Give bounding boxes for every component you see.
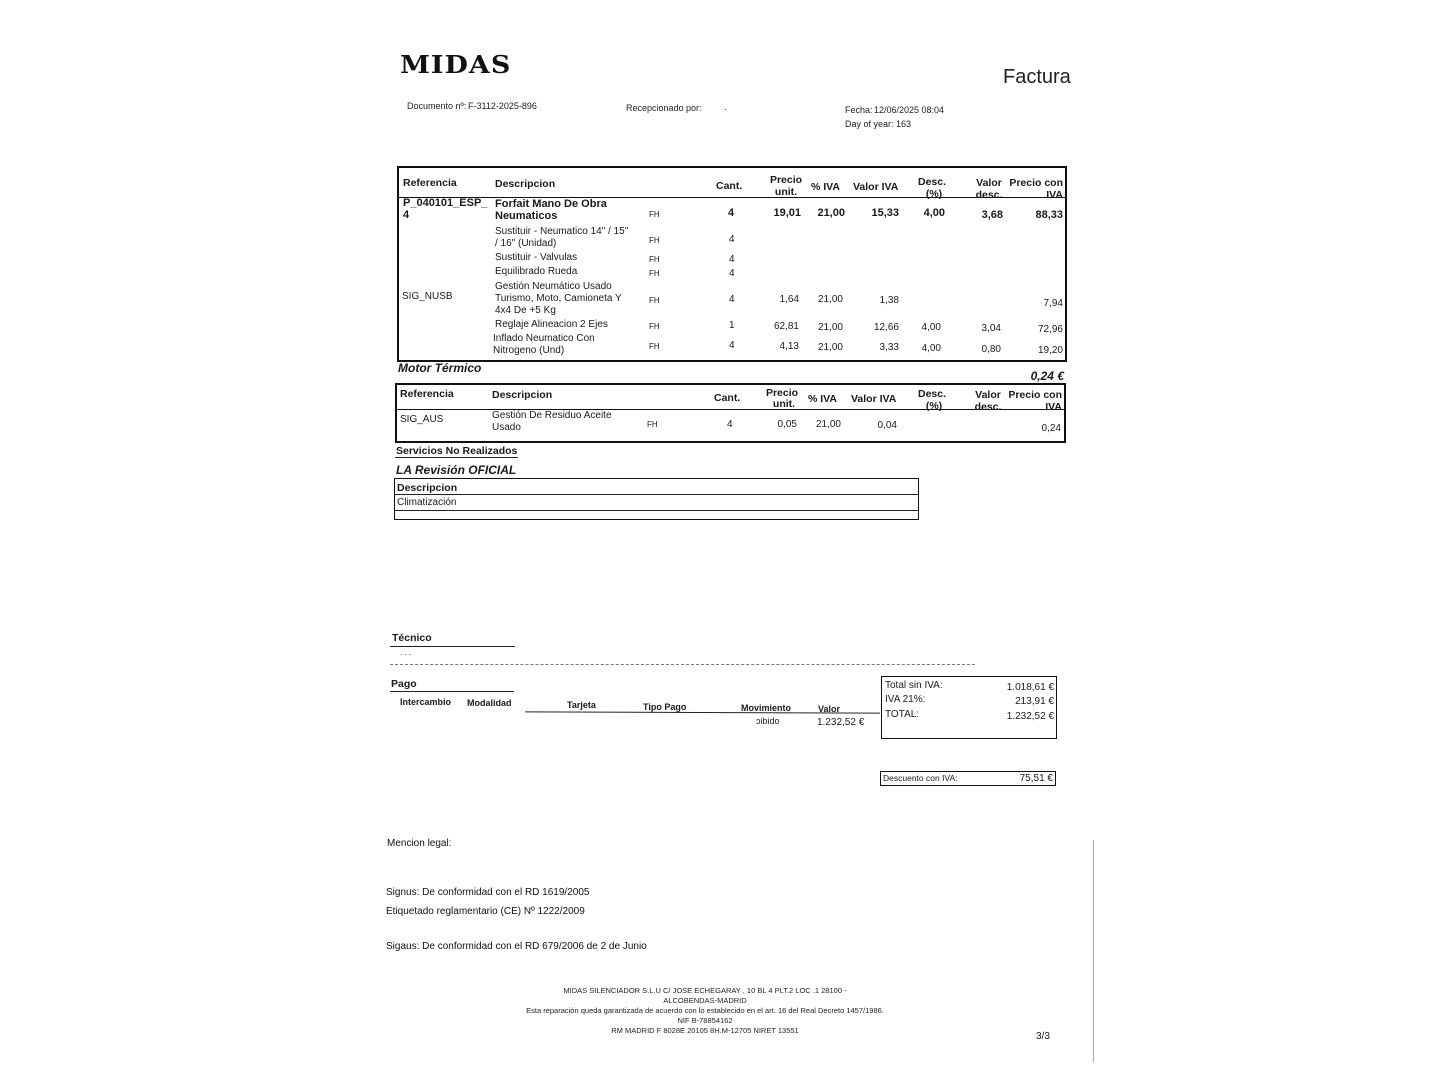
sub2-fh: FH [649, 255, 660, 264]
inflado-desc-pct: 4,00 [921, 343, 941, 354]
pago-col-intercambio: Intercambio [400, 697, 452, 707]
footer-line-2: ALCOBENDAS-MADRID [663, 996, 747, 1005]
reglaje-precio: 62,81 [773, 321, 799, 332]
footer-line-5: RM MADRID F 8028E 20105 8H.M-12705 NIRET 13551 [611, 1026, 799, 1035]
motor-fh: FH [647, 420, 658, 429]
fecha-label: Fecha: [845, 105, 873, 115]
motor-desc-1: Gestión De Residuo Aceite [492, 410, 612, 421]
main-iva: 21,00 [817, 207, 845, 219]
sigus-desc-1: Gestión Neumático Usado [495, 281, 612, 292]
legal-signus: Signus: De conformidad con el RD 1619/2005 [386, 887, 590, 898]
motor-desc-2: Usado [492, 422, 521, 433]
main-valor-iva: 15,33 [871, 207, 899, 219]
sub3-cant: 4 [729, 268, 735, 279]
reglaje-valor-iva: 12,66 [873, 322, 899, 333]
motor-col-referencia: Referencia [400, 388, 454, 400]
footer-line-1: MIDAS SILENCIADOR S.L.U C/ JOSE ECHEGARAY , 10 BL 4 PLT.2 LOC .1 28100 - [563, 986, 847, 995]
inflado-valor-desc: 0,80 [981, 344, 1001, 355]
sub3-fh: FH [649, 269, 660, 278]
main-valor-desc: 3,68 [981, 209, 1003, 221]
day-of-year-value: 163 [896, 119, 912, 129]
servicios-item: Climatización [397, 497, 457, 508]
sub1-fh: FH [649, 236, 660, 245]
motor-table [395, 383, 1066, 443]
recepcionado-label: Recepcionado por: [626, 103, 702, 113]
tecnico-value: . . . [400, 648, 412, 657]
inflado-total: 19,20 [1037, 345, 1063, 356]
sub1-desc-2: / 16" (Unidad) [495, 238, 557, 249]
sigus-cant: 4 [729, 294, 735, 305]
col-precio-unit-2: unit. [774, 186, 798, 198]
reglaje-total: 72,96 [1037, 324, 1063, 335]
col-cant: Cant. [716, 180, 743, 192]
sigus-fh: FH [649, 296, 660, 305]
inflado-precio: 4,13 [779, 341, 799, 352]
reglaje-fh: FH [649, 322, 660, 331]
motor-col-precio-iva-1: Precio con [1008, 389, 1062, 401]
col-desc-pct-1: Desc. [917, 176, 947, 188]
inflado-fh: FH [649, 342, 660, 351]
total-sin-iva-label: Total sin IVA: [885, 680, 943, 691]
descuento-box [880, 771, 1056, 786]
day-of-year-label: Day of year: [845, 119, 894, 129]
motor-col-valor-iva: Valor IVA [851, 393, 897, 405]
total-sin-iva-value: 1.018,61 € [1006, 682, 1054, 693]
reglaje-cant: 1 [729, 320, 735, 331]
inflado-cant: 4 [729, 340, 735, 351]
motor-iva: 21,00 [815, 419, 841, 430]
col-desc-pct-2: (%) [925, 188, 943, 200]
col-precio-iva-2: IVA [1046, 189, 1063, 201]
main-fh: FH [649, 210, 660, 219]
motor-col-valor-desc-1: Valor [975, 389, 1001, 401]
inflado-desc-2: Nitrogeno (Und) [493, 345, 565, 356]
tecnico-label: Técnico [392, 632, 432, 644]
motor-col-precio-unit-2: unit. [772, 398, 796, 410]
inflado-iva: 21,00 [817, 342, 843, 353]
sigus-valor-iva: 1,38 [879, 295, 899, 306]
reglaje-desc-pct: 4,00 [921, 322, 941, 333]
items-table [397, 166, 1067, 362]
col-precio-unit-1: Precio [769, 174, 803, 186]
motor-col-descripcion: Descripcion [492, 389, 553, 401]
main-precio: 19,01 [773, 207, 801, 219]
totals-box [881, 676, 1057, 739]
col-valor-desc-2: desc. [975, 189, 1003, 201]
motor-title: Motor Térmico [398, 361, 482, 375]
descuento-label: Descuento con IVA: [883, 773, 958, 783]
sigus-ref: SIG_NUSB [402, 291, 453, 302]
col-descripcion: Descripcion [495, 178, 556, 190]
sigus-total: 7,94 [1043, 298, 1063, 309]
col-iva-pct: % IVA [811, 181, 840, 193]
total-label: TOTAL: [885, 709, 920, 720]
sub2-cant: 4 [729, 254, 735, 265]
main-desc-2: Neumaticos [495, 210, 558, 222]
main-cant: 4 [728, 207, 735, 219]
sub2-desc: Sustituir - Valvulas [495, 252, 578, 263]
legal-sigaus: Sigaus: De conformidad con el RD 679/2006 de 2 de Junio [386, 941, 647, 952]
col-referencia: Referencia [403, 177, 457, 189]
motor-cant: 4 [727, 419, 733, 430]
footer-address [470, 986, 940, 1036]
iva-label: IVA 21%: [885, 694, 926, 705]
descuento-value: 75,51 € [1019, 773, 1053, 784]
sub1-cant: 4 [729, 234, 735, 245]
pago-col-valor: Valor [818, 704, 841, 714]
pago-col-movimiento: Movimiento [741, 703, 792, 713]
sub3-desc: Equilibrado Rueda [495, 266, 578, 277]
revision-title: LA Revisión OFICIAL [396, 463, 517, 477]
pago-valor-value: 1.232,52 € [817, 717, 865, 728]
document-title: Factura [1003, 66, 1071, 88]
footer-line-3: Esta reparación queda garantizada de acuerdo con lo establecido en el art. 16 del Real Decreto 1457/1986. [526, 1006, 884, 1015]
sub1-desc-1: Sustituir - Neumatico 14" / 15" [495, 226, 629, 237]
sigus-iva: 21,00 [817, 294, 843, 305]
documento-number: F-3112-2025-896 [468, 101, 537, 111]
documento-label: Documento nº: [407, 101, 467, 111]
servicios-title: Servicios No Realizados [396, 445, 518, 457]
pago-movimiento-value: ɔibido [756, 716, 780, 726]
recepcionado-value: . [724, 102, 727, 112]
sigus-desc-2: Turismo, Moto, Camioneta Y [495, 293, 622, 304]
col-valor-desc-1: Valor [976, 177, 1002, 189]
motor-col-precio-unit-1: Precio [765, 387, 799, 399]
main-ref-2: 4 [403, 209, 410, 221]
motor-col-valor-desc-2: desc. [974, 401, 1002, 413]
main-desc-1: Forfait Mano De Obra [495, 198, 607, 210]
col-precio-iva-1: Precio con [1009, 177, 1063, 189]
page-number: 3/3 [1036, 1031, 1050, 1042]
pago-col-tarjeta: Tarjeta [567, 700, 596, 710]
midas-logo: MIDAS [400, 51, 512, 80]
motor-col-iva-pct: % IVA [808, 393, 837, 405]
motor-valor-iva: 0,04 [877, 420, 897, 431]
fecha-value: 12/06/2025 08:04 [874, 105, 945, 115]
main-total: 88,33 [1035, 209, 1063, 221]
reglaje-valor-desc: 3,04 [981, 323, 1001, 334]
motor-col-precio-iva-2: IVA [1045, 401, 1062, 413]
motor-total: 0,24 € [1030, 369, 1064, 383]
main-ref-1: P_040101_ESP_ [403, 197, 488, 209]
motor-ref: SIG_AUS [400, 414, 444, 425]
reglaje-iva: 21,00 [817, 322, 843, 333]
servicios-col-descripcion: Descripcion [397, 482, 458, 494]
motor-row-total: 0,24 [1041, 423, 1061, 434]
main-desc-pct: 4,00 [923, 207, 945, 219]
total-value: 1.232,52 € [1006, 711, 1054, 722]
scan-edge [1093, 840, 1094, 1062]
col-valor-iva: Valor IVA [853, 181, 899, 193]
motor-col-desc-pct-1: Desc. [917, 388, 947, 400]
reglaje-desc: Reglaje Alineacion 2 Ejes [495, 319, 608, 330]
inflado-valor-iva: 3,33 [879, 342, 899, 353]
motor-col-cant: Cant. [714, 392, 741, 404]
servicios-table [394, 478, 919, 520]
motor-col-desc-pct-2: (%) [925, 400, 943, 412]
iva-value: 213,91 € [1015, 696, 1054, 707]
sigus-desc-3: 4x4 De +5 Kg [495, 305, 556, 316]
mencion-legal: Mencion legal: [387, 838, 452, 849]
motor-precio: 0,05 [777, 419, 797, 430]
sigus-precio: 1,64 [779, 294, 799, 305]
pago-label: Pago [391, 678, 417, 690]
pago-col-tipo-pago: Tipo Pago [643, 702, 687, 712]
pago-col-modalidad: Modalidad [467, 698, 512, 708]
inflado-desc-1: Inflado Neumatico Con [493, 333, 595, 344]
footer-line-4: NIF B-78854162 [677, 1016, 733, 1025]
legal-etiquetado: Etiquetado reglamentario (CE) Nº 1222/2009 [386, 906, 585, 917]
